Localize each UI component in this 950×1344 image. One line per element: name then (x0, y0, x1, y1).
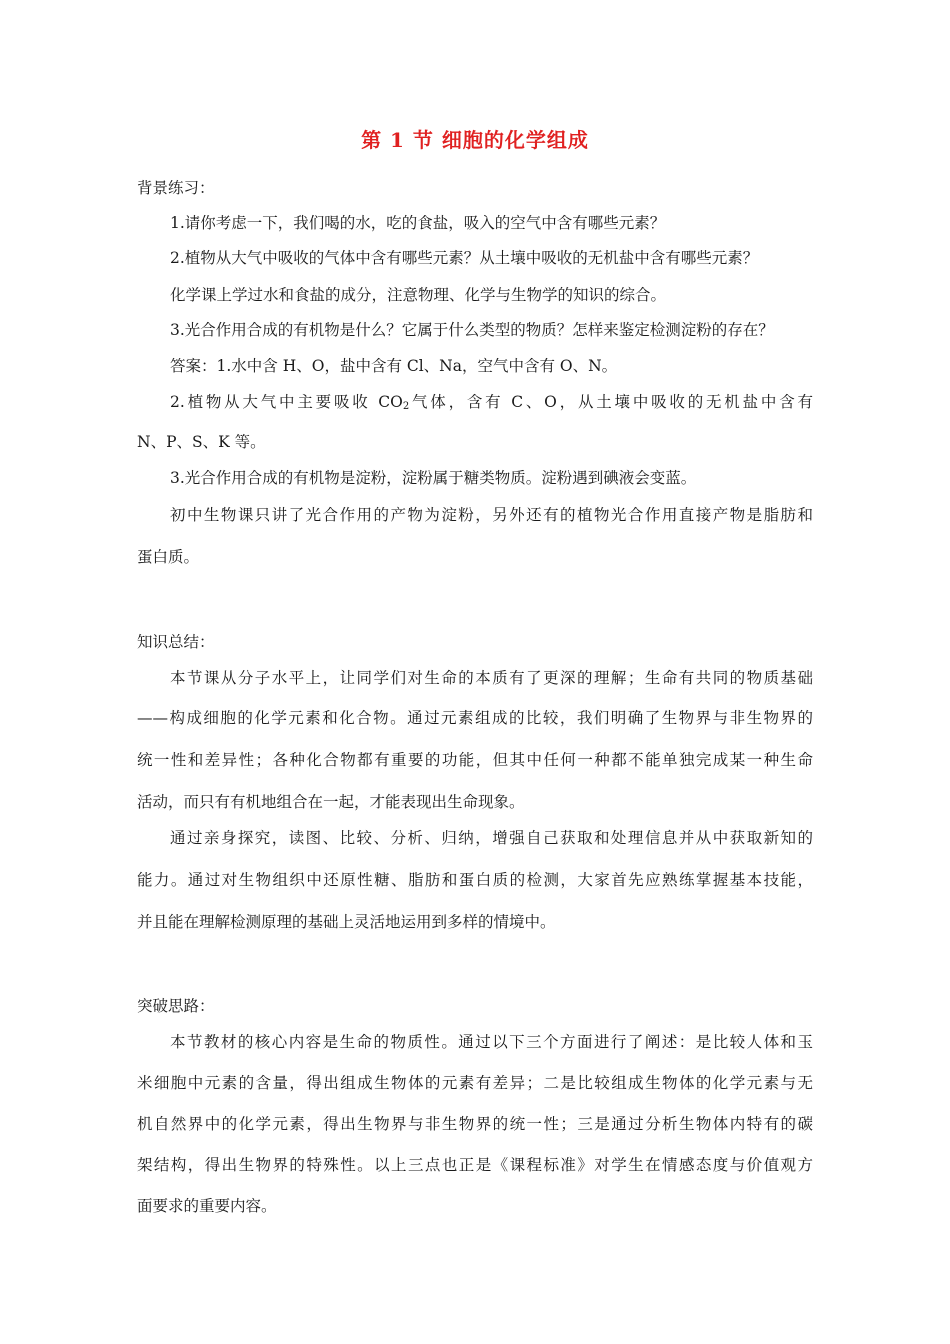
breakthrough-line-3: 机自然界中的化学元素，得出生物界与非生物界的统一性；三是通过分析生物体内特有的碳 (137, 1115, 813, 1133)
question-3: 3.光合作用合成的有机物是什么？它属于什么类型的物质？怎样来鉴定检测淀粉的存在？ (170, 321, 774, 339)
question-2-hint: 化学课上学过水和食盐的成分，注意物理、化学与生物学的知识的综合。 (170, 286, 667, 304)
section-heading-background-practice: 背景练习： (137, 179, 215, 197)
summary-p2-line-2: 能力。通过对生物组织中还原性糖、脂肪和蛋白质的检测，大家首先应熟练掌握基本技能， (137, 871, 813, 889)
section-heading-breakthrough: 突破思路： (137, 997, 215, 1015)
summary-p2-line-3: 并且能在理解检测原理的基础上灵活地运用到多样的情境中。 (137, 913, 556, 931)
breakthrough-line-5: 面要求的重要内容。 (137, 1197, 277, 1215)
summary-p1-line-1: 本节课从分子水平上，让同学们对生命的本质有了更深的理解；生命有共同的物质基础 (170, 669, 813, 687)
summary-p2-line-1: 通过亲身探究，读图、比较、分析、归纳，增强自己获取和处理信息并从中获取新知的 (170, 829, 813, 847)
question-1: 1.请你考虑一下，我们喝的水，吃的食盐，吸入的空气中含有哪些元素？ (170, 214, 666, 232)
answer-3: 3.光合作用合成的有机物是淀粉，淀粉属于糖类物质。淀粉遇到碘液会变蓝。 (170, 469, 697, 487)
page-title: 第 1 节 细胞的化学组成 (361, 128, 589, 152)
breakthrough-line-1: 本节教材的核心内容是生命的物质性。通过以下三个方面进行了阐述：是比较人体和玉 (170, 1033, 813, 1051)
summary-p1-line-2: ——构成细胞的化学元素和化合物。通过元素组成的比较，我们明确了生物界与非生物界的 (137, 709, 813, 727)
breakthrough-line-2: 米细胞中元素的含量，得出组成生物体的元素有差异；二是比较组成生物体的化学元素与无 (137, 1074, 813, 1092)
answer-2-line-2: N、P、S、K 等。 (137, 433, 266, 451)
answer-2-line-1 (170, 392, 813, 417)
answer-2-subscript: 2 (402, 401, 410, 412)
note-line-2: 蛋白质。 (137, 548, 200, 566)
answer-1: 答案：1.水中含 H、O，盐中含有 Cl、Na，空气中含有 O、N。 (170, 357, 618, 375)
summary-p1-line-4: 活动，而只有有机地组合在一起，才能表现出生命现象。 (137, 793, 525, 811)
answer-2-text-b: 气体，含有 C、O，从土壤中吸收的无机盐中含有 (409, 393, 813, 411)
section-heading-knowledge-summary: 知识总结： (137, 633, 215, 651)
note-line-1: 初中生物课只讲了光合作用的产物为淀粉，另外还有的植物光合作用直接产物是脂肪和 (170, 506, 813, 524)
summary-p1-line-3: 统一性和差异性；各种化合物都有重要的功能，但其中任何一种都不能单独完成某一种生命 (137, 751, 813, 769)
breakthrough-line-4: 架结构，得出生物界的特殊性。以上三点也正是《课程标准》对学生在情感态度与价值观方 (137, 1156, 813, 1174)
question-2: 2.植物从大气中吸收的气体中含有哪些元素？从土壤中吸收的无机盐中含有哪些元素？ (170, 249, 759, 267)
answer-2-text-a: 2.植物从大气中主要吸收 CO (170, 393, 403, 411)
